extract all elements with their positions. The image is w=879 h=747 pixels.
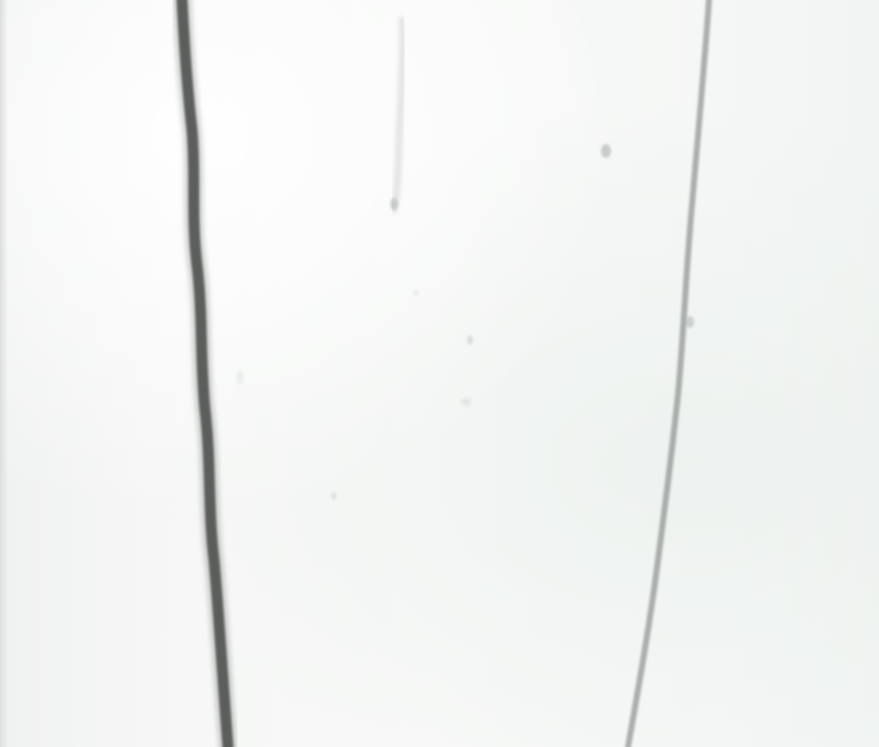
speck-6 xyxy=(237,370,243,384)
light-crack-line xyxy=(628,0,709,747)
speck-8 xyxy=(686,316,694,328)
speck-7 xyxy=(413,290,419,296)
faint-mark-top xyxy=(394,20,403,210)
speck-3 xyxy=(467,335,473,345)
speck-5 xyxy=(331,492,337,500)
speck-1 xyxy=(390,198,398,210)
speck-4 xyxy=(461,398,471,406)
speck-2 xyxy=(601,144,611,158)
dark-crack-halo xyxy=(182,0,228,747)
